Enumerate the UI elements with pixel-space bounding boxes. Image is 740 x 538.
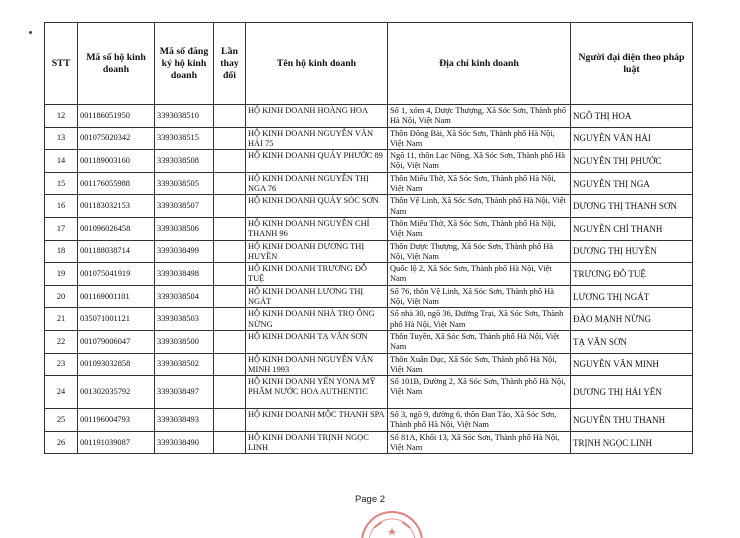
cell-business-code: 001183032153 [78,195,155,218]
cell-registration-code: 3393038504 [155,285,214,308]
cell-business-code: 001302035792 [78,376,155,409]
table-row [45,308,693,331]
cell-registration-code: 3393038499 [155,240,214,263]
cell-representative: TRỊNH NGỌC LINH [571,431,693,454]
cell-stt: 17 [45,217,78,240]
cell-address: Số 81A, Khối 13, Xã Sóc Sơn, Thành phố Hà Nội, Việt Nam [388,431,571,454]
cell-stt: 20 [45,285,78,308]
table-row [45,240,693,263]
cell-representative: TẠ VĂN SƠN [571,330,693,353]
page-number: Page 2 [354,494,386,505]
header-business-code: Mã số hộ kinh doanh [78,23,155,105]
cell-change-count [214,172,246,195]
cell-representative: NGUYỄN VĂN MINH [571,353,693,376]
cell-business-name: HỘ KINH DOANH TẠ VĂN SƠN [246,330,388,353]
cell-representative: NGUYỄN THU THANH [571,409,693,432]
official-seal-partial [352,498,432,538]
header-row [45,23,693,105]
cell-business-code: 001075020342 [78,127,155,150]
cell-stt: 22 [45,330,78,353]
cell-change-count [214,353,246,376]
cell-stt: 23 [45,353,78,376]
cell-address: Thôn Đông Bài, Xã Sóc Sơn, Thành phố Hà Nội, Việt Nam [388,127,571,150]
cell-business-name: HỘ KINH DOANH NGUYỄN CHÍ THANH 96 [246,217,388,240]
header-registration-code: Mã số đăng ký hộ kinh doanh [155,23,214,105]
cell-change-count [214,330,246,353]
cell-address: Số 3, ngõ 9, đường 6, thôn Đan Tảo, Xã Sóc Sơn, Thành phố Hà Nội, Việt Nam [388,409,571,432]
scan-mark [29,31,32,34]
cell-business-name: HỘ KINH DOANH NGUYỄN THỊ NGA 76 [246,172,388,195]
cell-stt: 19 [45,263,78,286]
cell-business-code: 035071001121 [78,308,155,331]
table-row [45,217,693,240]
cell-change-count [214,240,246,263]
cell-change-count [214,127,246,150]
cell-representative: ĐÀO MẠNH NỪNG [571,308,693,331]
cell-business-name: HỘ KINH DOANH HOÀNG HOA [246,105,388,128]
cell-representative: TRƯƠNG ĐỖ TUỆ [571,263,693,286]
table-row [45,376,693,409]
table-row [45,353,693,376]
cell-change-count [214,285,246,308]
cell-business-code: 001189003160 [78,150,155,173]
cell-change-count [214,308,246,331]
cell-registration-code: 3393038508 [155,150,214,173]
cell-address: Thôn Xuân Dục, Xã Sóc Sơn, Thành phố Hà Nội, Việt Nam [388,353,571,376]
registry-table [44,22,693,454]
cell-representative: NGUYỄN CHÍ THANH [571,217,693,240]
cell-registration-code: 3393038507 [155,195,214,218]
cell-business-name: HỘ KINH DOANH TRỊNH NGỌC LINH [246,431,388,454]
cell-representative: NGÔ THỊ HOA [571,105,693,128]
cell-representative: NGUYỄN VĂN HẢI [571,127,693,150]
cell-business-name: HỘ KINH DOANH NGUYỄN VĂN HẢI 75 [246,127,388,150]
cell-change-count [214,409,246,432]
cell-address: Số 101B, Đường 2, Xã Sóc Sơn, Thành phố Hà Nội, Việt Nam [388,376,571,409]
cell-business-code: 001096026458 [78,217,155,240]
table-row [45,127,693,150]
header-representative: Người đại diện theo pháp luật [571,23,693,105]
cell-address: Ngõ 11, thôn Lạc Nông, Xã Sóc Sơn, Thành phố Hà Nội, Việt Nam [388,150,571,173]
cell-registration-code: 3393038498 [155,263,214,286]
table-row [45,195,693,218]
cell-registration-code: 3393038493 [155,409,214,432]
table-row [45,285,693,308]
cell-business-name: HỘ KINH DOANH NHÀ TRỌ ÔNG NỪNG [246,308,388,331]
cell-stt: 18 [45,240,78,263]
cell-stt: 16 [45,195,78,218]
cell-address: Thôn Vệ Linh, Xã Sóc Sơn, Thành phố Hà Nội, Việt Nam [388,195,571,218]
cell-representative: LƯƠNG THỊ NGÁT [571,285,693,308]
cell-address: Thôn Miếu Thờ, Xã Sóc Sơn, Thành phố Hà Nội, Việt Nam [388,172,571,195]
cell-registration-code: 3393038502 [155,353,214,376]
cell-representative: DƯƠNG THỊ HUYỀN [571,240,693,263]
cell-registration-code: 3393038506 [155,217,214,240]
cell-business-name: HỘ KINH DOANH TRƯƠNG ĐỖ TUỆ [246,263,388,286]
cell-business-name: HỘ KINH DOANH YẾN YONA MỸ PHẨM NƯỚC HOA AUTHENTIC [246,376,388,409]
cell-registration-code: 3393038490 [155,431,214,454]
cell-change-count [214,263,246,286]
header-stt: STT [45,23,78,105]
cell-representative: DƯƠNG THỊ HẢI YẾN [571,376,693,409]
cell-registration-code: 3393038510 [155,105,214,128]
cell-stt: 15 [45,172,78,195]
cell-business-code: 001196004793 [78,409,155,432]
cell-registration-code: 3393038515 [155,127,214,150]
cell-representative: DƯƠNG THỊ THANH SƠN [571,195,693,218]
cell-address: Số 1, xóm 4, Dược Thượng, Xã Sóc Sơn, Thành phố Hà Nội, Việt Nam [388,105,571,128]
table-row [45,330,693,353]
cell-stt: 26 [45,431,78,454]
cell-registration-code: 3393038503 [155,308,214,331]
table-row [45,263,693,286]
cell-registration-code: 3393038500 [155,330,214,353]
cell-representative: NGUYỄN THỊ PHƯỚC [571,150,693,173]
cell-business-code: 001191039087 [78,431,155,454]
cell-stt: 14 [45,150,78,173]
table-row [45,150,693,173]
cell-change-count [214,376,246,409]
cell-business-code: 001093032858 [78,353,155,376]
cell-stt: 12 [45,105,78,128]
cell-business-code: 001169001101 [78,285,155,308]
table-row [45,409,693,432]
cell-business-code: 001079006047 [78,330,155,353]
cell-business-code: 001186051950 [78,105,155,128]
cell-registration-code: 3393038497 [155,376,214,409]
cell-change-count [214,217,246,240]
table-row [45,105,693,128]
cell-address: Thôn Tuyền, Xã Sóc Sơn, Thành phố Hà Nội, Việt Nam [388,330,571,353]
business-registry-table [44,22,692,454]
header-change-count: Lần thay đổi [214,23,246,105]
cell-change-count [214,150,246,173]
cell-business-code: 001188038714 [78,240,155,263]
cell-business-code: 001176055988 [78,172,155,195]
cell-business-code: 001075041919 [78,263,155,286]
cell-representative: NGUYỄN THỊ NGA [571,172,693,195]
cell-business-name: HỘ KINH DOANH DƯƠNG THỊ HUYỀN [246,240,388,263]
cell-stt: 21 [45,308,78,331]
table-row [45,172,693,195]
cell-business-name: HỘ KINH DOANH QUẢY SÓC SƠN [246,195,388,218]
cell-change-count [214,195,246,218]
table-row [45,431,693,454]
cell-change-count [214,105,246,128]
header-business-name: Tên hộ kinh doanh [246,23,388,105]
cell-business-name: HỘ KINH DOANH MỘC THANH SPA [246,409,388,432]
cell-address: Số 76, thôn Vệ Linh, Xã Sóc Sơn, Thành phố Hà Nội, Việt Nam [388,285,571,308]
cell-business-name: HỘ KINH DOANH LƯƠNG THỊ NGÁT [246,285,388,308]
cell-address: Quốc lộ 2, Xã Sóc Sơn, Thành phố Hà Nội, Việt Nam [388,263,571,286]
cell-change-count [214,431,246,454]
cell-business-name: HỘ KINH DOANH NGUYỄN VĂN MINH 1993 [246,353,388,376]
cell-registration-code: 3393038505 [155,172,214,195]
cell-address: Thôn Dược Thượng, Xã Sóc Sơn, Thành phố Hà Nội, Việt Nam [388,240,571,263]
cell-stt: 25 [45,409,78,432]
header-address: Địa chỉ kinh doanh [388,23,571,105]
cell-address: Thôn Miếu Thờ, Xã Sóc Sơn, Thành phố Hà Nội, Việt Nam [388,217,571,240]
cell-stt: 13 [45,127,78,150]
cell-stt: 24 [45,376,78,409]
cell-address: Số nhà 30, ngõ 36, Đường Trại, Xã Sóc Sơn, Thành phố Hà Nội, Việt Nam [388,308,571,331]
cell-business-name: HỘ KINH DOANH QUẢY PHƯỚC 89 [246,150,388,173]
